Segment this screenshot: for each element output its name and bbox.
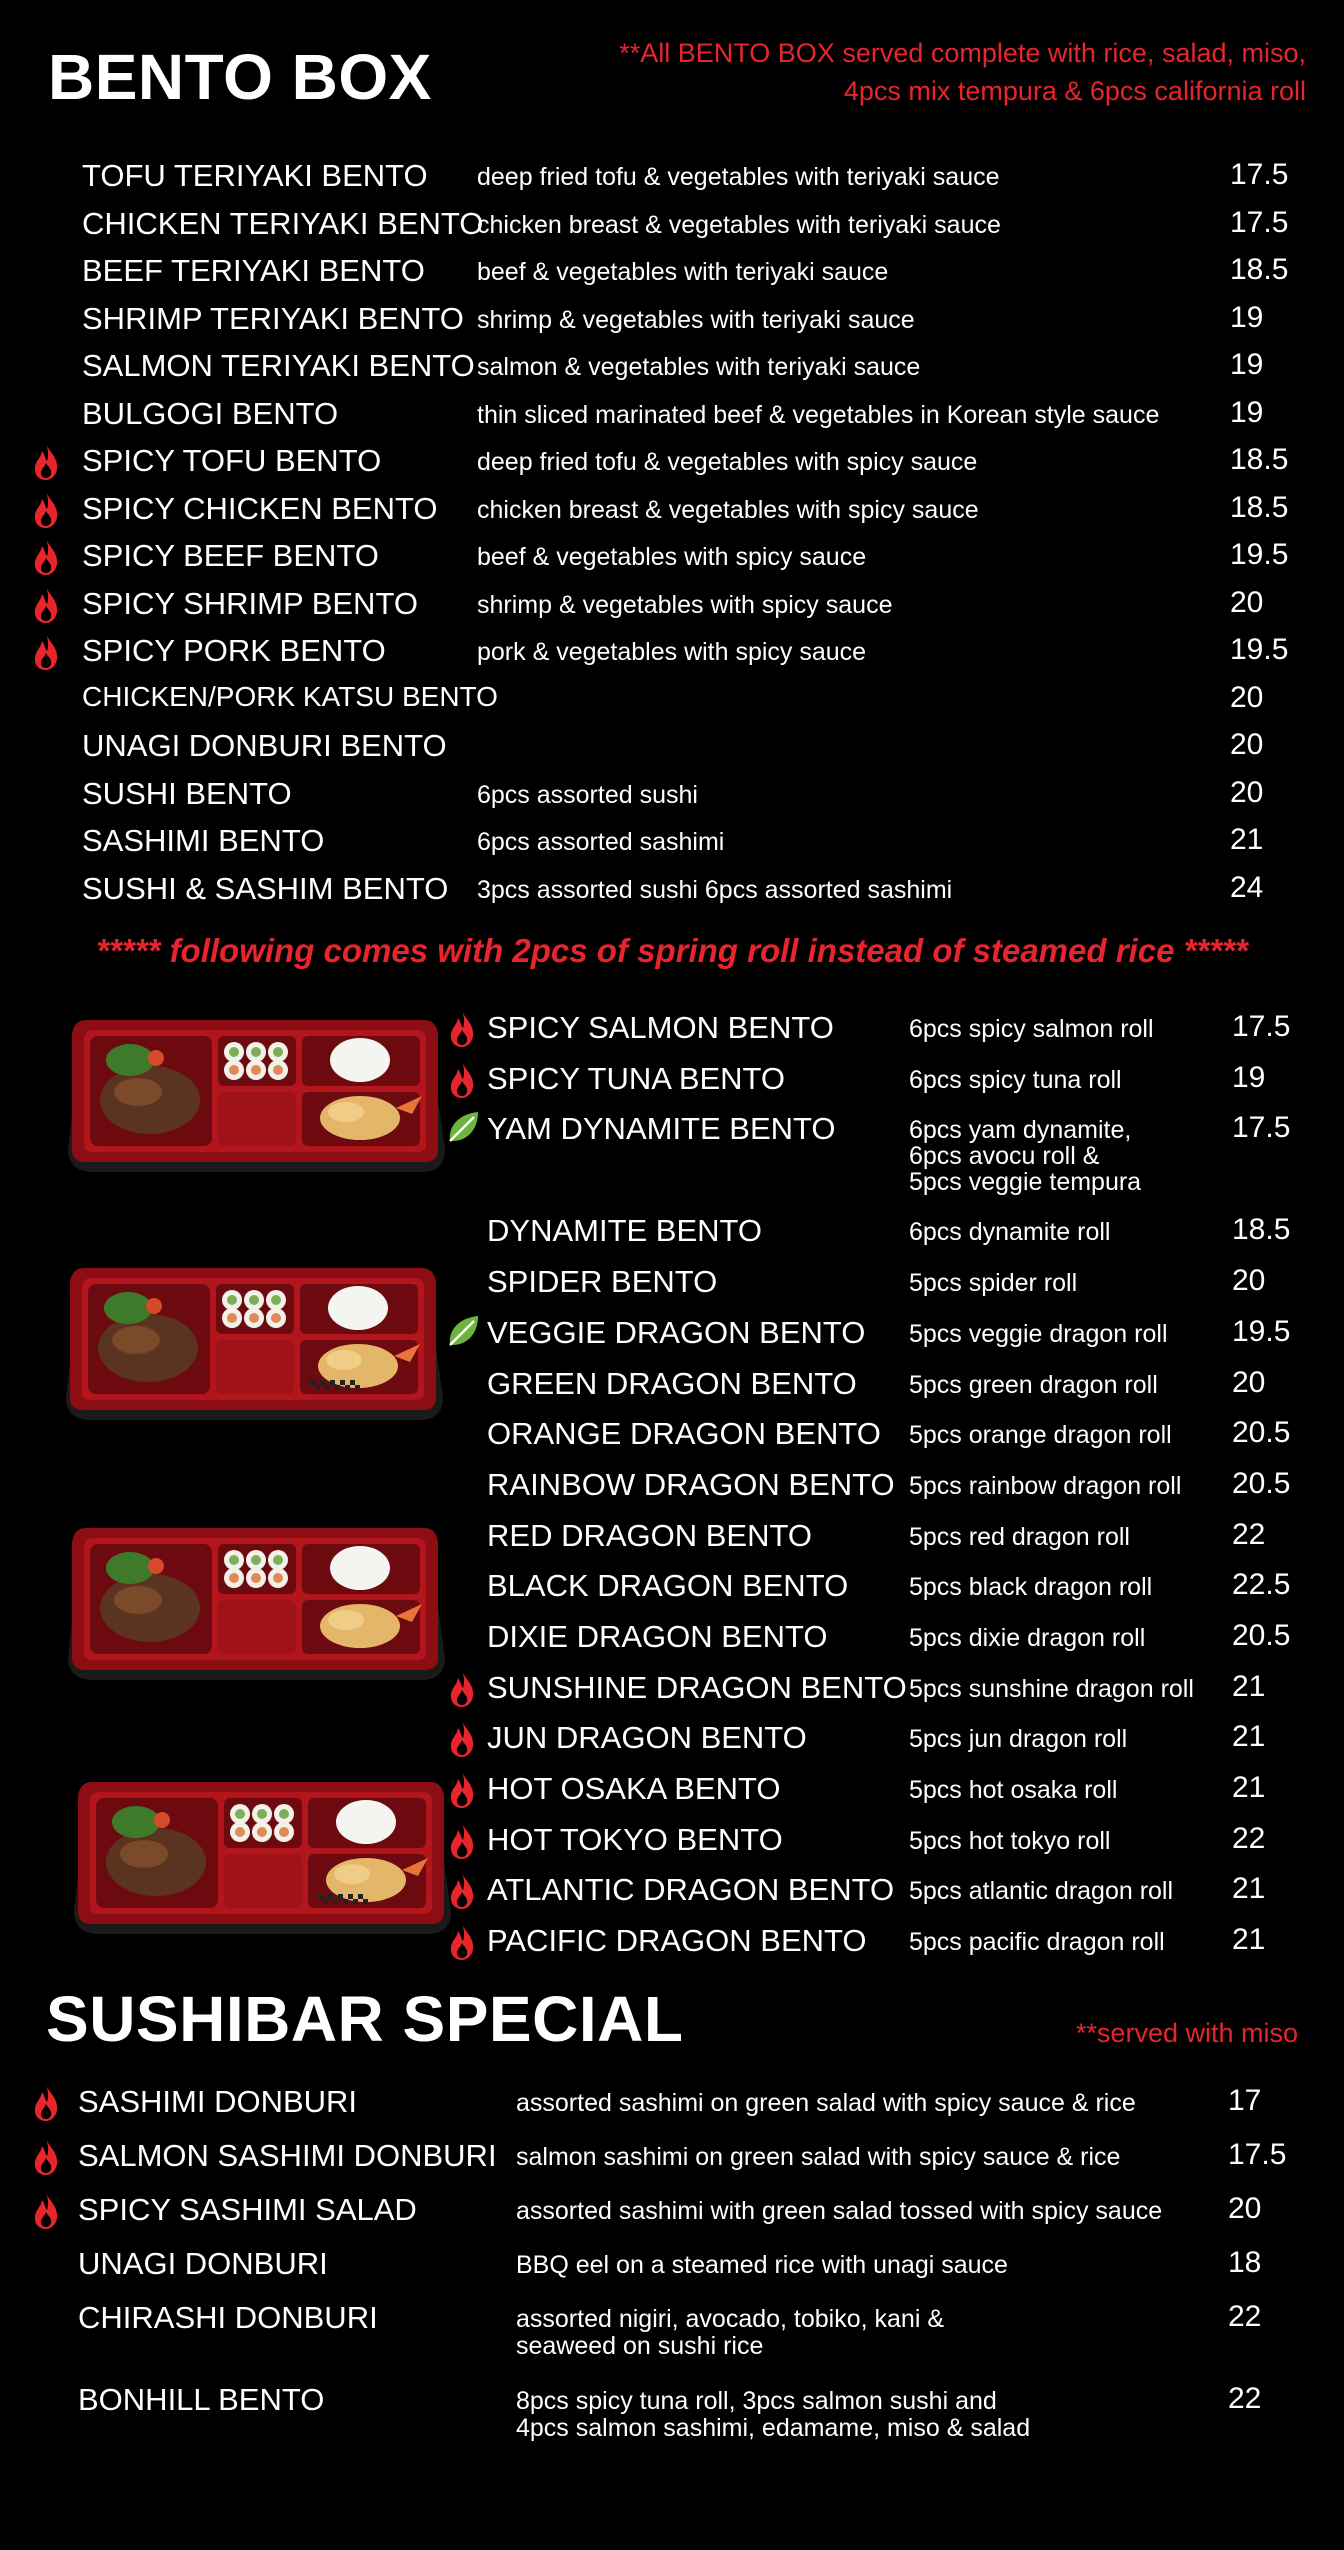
menu-item-description: 5pcs veggie dragon roll bbox=[909, 1320, 1168, 1348]
menu-item-description: assorted sashimi with green salad tossed with spicy sauce bbox=[516, 2197, 1163, 2225]
menu-item-price: 20 bbox=[1230, 586, 1264, 619]
menu-item-price: 17.5 bbox=[1230, 158, 1289, 191]
menu-item-price: 20 bbox=[1230, 681, 1264, 714]
menu-item-price: 19.5 bbox=[1232, 1315, 1291, 1348]
menu-item-price: 19.5 bbox=[1230, 633, 1289, 666]
menu-item-price: 22 bbox=[1228, 2300, 1262, 2333]
spicy-flame-icon bbox=[446, 1820, 478, 1860]
menu-item-name: DIXIE DRAGON BENTO bbox=[487, 1619, 828, 1654]
menu-item-price: 21 bbox=[1232, 1670, 1266, 1703]
menu-item-name: SUSHI BENTO bbox=[82, 776, 292, 811]
menu-item-description: beef & vegetables with teriyaki sauce bbox=[477, 258, 889, 286]
menu-item-description: 6pcs assorted sushi bbox=[477, 781, 698, 809]
menu-item-price: 22 bbox=[1232, 1822, 1266, 1855]
menu-item-name: CHICKEN/PORK KATSU BENTO bbox=[82, 681, 498, 712]
menu-item-name: CHIRASHI DONBURI bbox=[78, 2300, 378, 2335]
menu-item-name: RAINBOW DRAGON BENTO bbox=[487, 1467, 895, 1502]
menu-item-name: SPICY SALMON BENTO bbox=[487, 1010, 834, 1045]
menu-item-description: 5pcs hot tokyo roll bbox=[909, 1827, 1111, 1855]
menu-item-name: JUN DRAGON BENTO bbox=[487, 1720, 807, 1755]
menu-item-description-line: 6pcs yam dynamite, bbox=[909, 1116, 1132, 1144]
spicy-flame-icon bbox=[30, 631, 62, 671]
spicy-flame-icon bbox=[446, 1769, 478, 1809]
menu-item-description: 5pcs orange dragon roll bbox=[909, 1421, 1172, 1449]
menu-item-name: BONHILL BENTO bbox=[78, 2382, 325, 2417]
menu-item-description: 5pcs pacific dragon roll bbox=[909, 1928, 1165, 1956]
bento-box-photo-2 bbox=[58, 1248, 448, 1428]
menu-item-description: salmon & vegetables with teriyaki sauce bbox=[477, 353, 921, 381]
menu-item-description: 5pcs atlantic dragon roll bbox=[909, 1877, 1174, 1905]
menu-item-price: 17.5 bbox=[1230, 206, 1289, 239]
menu-item-name: PACIFIC DRAGON BENTO bbox=[487, 1923, 867, 1958]
menu-item-description-line: assorted nigiri, avocado, tobiko, kani & bbox=[516, 2305, 945, 2333]
menu-item-name: SPICY PORK BENTO bbox=[82, 633, 386, 668]
menu-item-name: ATLANTIC DRAGON BENTO bbox=[487, 1872, 895, 1907]
menu-item-description: deep fried tofu & vegetables with spicy sauce bbox=[477, 448, 978, 476]
menu-item-description-line: 5pcs veggie tempura bbox=[909, 1168, 1142, 1196]
menu-item-description: 5pcs dixie dragon roll bbox=[909, 1624, 1146, 1652]
menu-item-name: BEEF TERIYAKI BENTO bbox=[82, 253, 425, 288]
menu-item-name: SPICY BEEF BENTO bbox=[82, 538, 379, 573]
menu-item-description: BBQ eel on a steamed rice with unagi sauce bbox=[516, 2251, 1008, 2279]
bento-box-photo-1 bbox=[60, 1000, 450, 1180]
menu-item-price: 17 bbox=[1228, 2084, 1262, 2117]
menu-item-name: YAM DYNAMITE BENTO bbox=[487, 1111, 836, 1146]
menu-item-name: SPIDER BENTO bbox=[487, 1264, 718, 1299]
menu-item-name: HOT TOKYO BENTO bbox=[487, 1822, 783, 1857]
menu-item-description: salmon sashimi on green salad with spicy sauce & rice bbox=[516, 2143, 1121, 2171]
menu-item-price: 20 bbox=[1230, 728, 1264, 761]
menu-item-name: GREEN DRAGON BENTO bbox=[487, 1366, 857, 1401]
sushibar-special-title: SUSHIBAR SPECIAL bbox=[46, 1983, 684, 2055]
bento-box-photo-3 bbox=[60, 1508, 450, 1688]
menu-item-description-line: 8pcs spicy tuna roll, 3pcs salmon sushi and bbox=[516, 2387, 997, 2415]
menu-item-description: 5pcs rainbow dragon roll bbox=[909, 1472, 1182, 1500]
menu-item-name: SUNSHINE DRAGON BENTO bbox=[487, 1670, 907, 1705]
menu-item-name: SPICY SASHIMI SALAD bbox=[78, 2192, 417, 2227]
menu-item-price: 19 bbox=[1230, 301, 1264, 334]
spicy-flame-icon bbox=[30, 2190, 62, 2230]
menu-item-price: 17.5 bbox=[1232, 1010, 1291, 1043]
menu-item-description: 6pcs spicy salmon roll bbox=[909, 1015, 1154, 1043]
menu-item-price: 21 bbox=[1232, 1872, 1266, 1905]
vegetarian-leaf-icon bbox=[446, 1109, 478, 1149]
menu-item-description: 6pcs assorted sashimi bbox=[477, 828, 725, 856]
menu-item-name: SPICY SHRIMP BENTO bbox=[82, 586, 418, 621]
menu-item-price: 24 bbox=[1230, 871, 1264, 904]
menu-item-price: 20.5 bbox=[1232, 1467, 1291, 1500]
menu-item-description-line: seaweed on sushi rice bbox=[516, 2332, 764, 2360]
menu-item-price: 21 bbox=[1232, 1923, 1266, 1956]
bento-box-note-line2: 4pcs mix tempura & 6pcs california roll bbox=[843, 76, 1306, 106]
menu-item-price: 18.5 bbox=[1230, 443, 1289, 476]
menu-item-description: deep fried tofu & vegetables with teriyaki sauce bbox=[477, 163, 1000, 191]
menu-item-price: 18 bbox=[1228, 2246, 1262, 2279]
menu-item-name: UNAGI DONBURI BENTO bbox=[82, 728, 447, 763]
menu-item-price: 17.5 bbox=[1232, 1111, 1291, 1144]
menu-item-name: SUSHI & SASHIM BENTO bbox=[82, 871, 449, 906]
menu-item-name: TOFU TERIYAKI BENTO bbox=[82, 158, 428, 193]
spicy-flame-icon bbox=[446, 1718, 478, 1758]
menu-item-price: 17.5 bbox=[1228, 2138, 1287, 2171]
menu-item-price: 22 bbox=[1232, 1518, 1266, 1551]
menu-item-price: 21 bbox=[1232, 1771, 1266, 1804]
menu-item-price: 20 bbox=[1232, 1264, 1266, 1297]
menu-item-description: 5pcs red dragon roll bbox=[909, 1523, 1130, 1551]
menu-item-price: 20 bbox=[1230, 776, 1264, 809]
menu-item-description: chicken breast & vegetables with spicy sauce bbox=[477, 496, 979, 524]
menu-item-name: ORANGE DRAGON BENTO bbox=[487, 1416, 881, 1451]
menu-item-description: thin sliced marinated beef & vegetables in Korean style sauce bbox=[477, 401, 1160, 429]
menu-item-description: 5pcs jun dragon roll bbox=[909, 1725, 1128, 1753]
menu-item-name: DYNAMITE BENTO bbox=[487, 1213, 763, 1248]
menu-item-name: SASHIMI BENTO bbox=[82, 823, 325, 858]
spicy-flame-icon bbox=[446, 1008, 478, 1048]
menu-item-name: SALMON TERIYAKI BENTO bbox=[82, 348, 475, 383]
menu-item-description: 5pcs green dragon roll bbox=[909, 1371, 1158, 1399]
menu-item-name: SALMON SASHIMI DONBURI bbox=[78, 2138, 497, 2173]
menu-item-price: 19 bbox=[1232, 1061, 1266, 1094]
spicy-flame-icon bbox=[30, 2082, 62, 2122]
spicy-flame-icon bbox=[446, 1668, 478, 1708]
spicy-flame-icon bbox=[30, 489, 62, 529]
spicy-flame-icon bbox=[30, 584, 62, 624]
menu-item-description-line: 6pcs avocu roll & bbox=[909, 1142, 1100, 1170]
spicy-flame-icon bbox=[30, 536, 62, 576]
spring-roll-note: ***** following comes with 2pcs of spring roll instead of steamed rice ***** bbox=[96, 932, 1248, 969]
menu-item-description: assorted sashimi on green salad with spicy sauce & rice bbox=[516, 2089, 1136, 2117]
spicy-flame-icon bbox=[446, 1870, 478, 1910]
menu-item-name: SPICY TOFU BENTO bbox=[82, 443, 382, 478]
menu-item-description: 3pcs assorted sushi 6pcs assorted sashimi bbox=[477, 876, 953, 904]
bento-box-note-line1: **All BENTO BOX served complete with rice, salad, miso, bbox=[619, 38, 1306, 68]
menu-item-name: SHRIMP TERIYAKI BENTO bbox=[82, 301, 464, 336]
menu-item-name: RED DRAGON BENTO bbox=[487, 1518, 812, 1553]
menu-item-name: SPICY TUNA BENTO bbox=[487, 1061, 786, 1096]
menu-item-price: 20.5 bbox=[1232, 1416, 1291, 1449]
menu-item-description-line: 4pcs salmon sashimi, edamame, miso & salad bbox=[516, 2414, 1031, 2442]
menu-item-name: SASHIMI DONBURI bbox=[78, 2084, 358, 2119]
menu-item-description: chicken breast & vegetables with teriyaki sauce bbox=[477, 211, 1001, 239]
menu-item-price: 18.5 bbox=[1230, 491, 1289, 524]
menu-item-price: 20 bbox=[1232, 1366, 1266, 1399]
menu-item-description: pork & vegetables with spicy sauce bbox=[477, 638, 867, 666]
bento-box-photo-4 bbox=[66, 1762, 456, 1942]
menu-item-price: 21 bbox=[1230, 823, 1264, 856]
menu-item-description: 5pcs hot osaka roll bbox=[909, 1776, 1118, 1804]
bento-box-title: BENTO BOX bbox=[48, 41, 432, 113]
menu-item-price: 19.5 bbox=[1230, 538, 1289, 571]
menu-item-name: HOT OSAKA BENTO bbox=[487, 1771, 781, 1806]
menu-item-price: 19 bbox=[1230, 348, 1264, 381]
menu-item-price: 18.5 bbox=[1230, 253, 1289, 286]
menu-item-name: UNAGI DONBURI bbox=[78, 2246, 328, 2281]
menu-item-name: SPICY CHICKEN BENTO bbox=[82, 491, 438, 526]
menu-item-name: BLACK DRAGON BENTO bbox=[487, 1568, 849, 1603]
bento-box-note bbox=[546, 34, 1306, 110]
menu-item-price: 22.5 bbox=[1232, 1568, 1291, 1601]
spicy-flame-icon bbox=[446, 1921, 478, 1961]
menu-item-price: 20 bbox=[1228, 2192, 1262, 2225]
menu-item-description: 6pcs spicy tuna roll bbox=[909, 1066, 1122, 1094]
menu-item-description: beef & vegetables with spicy sauce bbox=[477, 543, 867, 571]
menu-item-description: 6pcs dynamite roll bbox=[909, 1218, 1111, 1246]
menu-item-name: CHICKEN TERIYAKI BENTO bbox=[82, 206, 484, 241]
menu-item-price: 22 bbox=[1228, 2382, 1262, 2415]
menu-item-price: 21 bbox=[1232, 1720, 1266, 1753]
sushibar-special-note: **served with miso bbox=[1075, 2018, 1298, 2048]
menu-item-description: 5pcs sunshine dragon roll bbox=[909, 1675, 1194, 1703]
spicy-flame-icon bbox=[30, 441, 62, 481]
menu-item-name: VEGGIE DRAGON BENTO bbox=[487, 1315, 866, 1350]
menu-item-description: 5pcs spider roll bbox=[909, 1269, 1078, 1297]
menu-item-name: BULGOGI BENTO bbox=[82, 396, 339, 431]
menu-item-price: 20.5 bbox=[1232, 1619, 1291, 1652]
menu-item-description: shrimp & vegetables with teriyaki sauce bbox=[477, 306, 915, 334]
menu-item-price: 18.5 bbox=[1232, 1213, 1291, 1246]
spicy-flame-icon bbox=[30, 2136, 62, 2176]
spicy-flame-icon bbox=[446, 1059, 478, 1099]
menu-item-price: 19 bbox=[1230, 396, 1264, 429]
menu-item-description: 5pcs black dragon roll bbox=[909, 1573, 1153, 1601]
vegetarian-leaf-icon bbox=[446, 1313, 478, 1353]
menu-item-description: shrimp & vegetables with spicy sauce bbox=[477, 591, 893, 619]
